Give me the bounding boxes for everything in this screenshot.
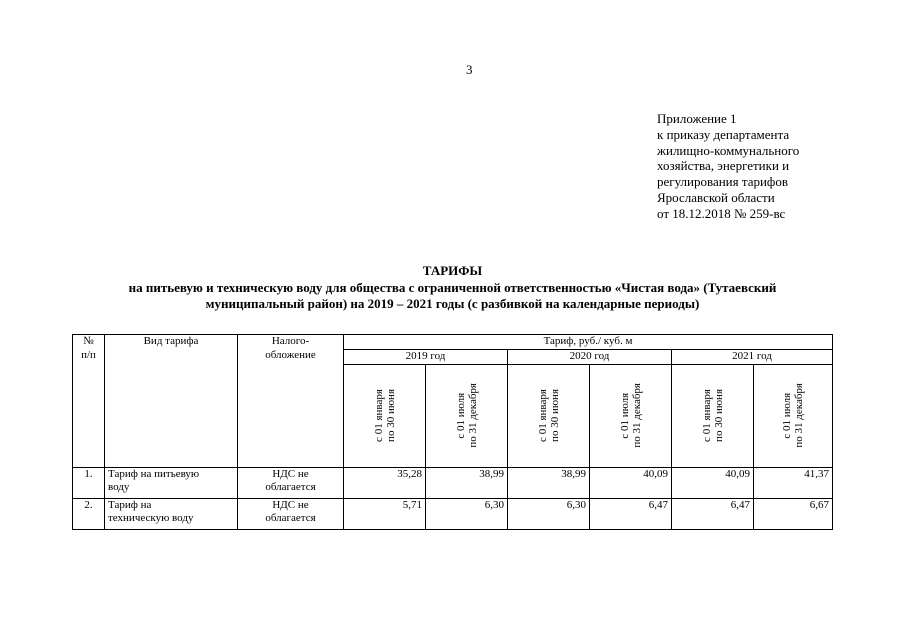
period-line-1: с 01 января [372,389,385,442]
tariff-value: 41,37 [754,467,833,498]
row-taxation [238,467,344,498]
period-line-2: по 30 июня [712,389,725,442]
tariff-value: 35,28 [344,467,426,498]
document-subtitle [40,280,865,312]
document-title: ТАРИФЫ [422,263,483,278]
appendix-line: от 18.12.2018 № 259-вс [657,205,786,221]
table-row [73,467,833,498]
tariff-value: 5,71 [344,498,426,529]
header-period [672,364,754,467]
appendix-line: жилищно-коммунального [657,142,800,158]
tariff-table [72,334,833,530]
period-line-1: с 01 января [536,389,549,442]
header-tariff-unit: Тариф, руб./ куб. м [344,335,833,350]
subtitle-line-1: на питьевую и техническую воду для общества с ограниченной ответственностью «Чистая вода» (Тутаевский [128,280,777,295]
header-period [590,364,672,467]
appendix-line: регулирования тарифов [657,174,788,190]
appendix-line: к приказу департамента [657,126,790,142]
row-tariff-type-line-2: техническую воду [108,512,194,525]
header-number [73,335,105,468]
header-taxation [238,335,344,468]
tariff-value: 38,99 [426,467,508,498]
row-taxation-line-2: облагается [265,512,316,525]
header-period [754,364,833,467]
tariff-value: 6,30 [508,498,590,529]
header-number-line-2: п/п [81,348,96,361]
header-tariff-type [105,335,238,468]
header-year-2021: 2021 год [672,349,833,364]
period-line-1: с 01 июля [618,392,631,439]
header-period [508,364,590,467]
period-line-2: по 31 декабря [630,383,643,448]
header-year-2019: 2019 год [344,349,508,364]
appendix-block [657,111,799,222]
period-line-2: по 31 декабря [466,383,479,448]
period-line-2: по 31 декабря [793,383,805,448]
row-tariff-type [105,467,238,498]
appendix-line: Приложение 1 [657,111,737,126]
header-taxation-line-2: обложение [265,348,316,361]
header-year-2020: 2020 год [508,349,672,364]
subtitle-line-2: муниципальный район) на 2019 – 2021 годы (с разбивкой на календарные периоды) [205,296,700,311]
row-number: 2. [73,498,105,529]
header-period [426,364,508,467]
period-line-2: по 30 июня [384,389,397,442]
row-taxation-line-1: НДС не [272,467,309,480]
header-row-unit [73,335,833,350]
tariff-value: 6,30 [426,498,508,529]
appendix-line: хозяйства, энергетики и [657,158,790,174]
period-line-2: по 30 июня [548,389,561,442]
row-taxation [238,498,344,529]
tariff-value: 6,67 [754,498,833,529]
tariff-value: 6,47 [590,498,672,529]
header-tariff-type-text: Вид тарифа [143,335,199,347]
tariff-value: 40,09 [672,467,754,498]
table-row [73,498,833,529]
page-number: 3 [466,62,473,77]
tariff-value: 38,99 [508,467,590,498]
row-number: 1. [73,467,105,498]
row-tariff-type-line-2: воду [108,481,130,494]
period-line-1: с 01 июля [454,392,467,439]
header-number-line-1: № [83,335,94,347]
header-period [344,364,426,467]
row-taxation-line-1: НДС не [272,498,309,511]
row-tariff-type-line-1: Тариф на [108,498,152,511]
header-taxation-line-1: Налого- [271,335,310,347]
row-tariff-type [105,498,238,529]
period-line-1: с 01 июля [781,392,793,439]
period-line-1: с 01 января [700,389,713,442]
row-taxation-line-2: облагается [265,481,316,494]
appendix-line: Ярославской области [657,189,775,205]
tariff-value: 40,09 [590,467,672,498]
tariff-value: 6,47 [672,498,754,529]
row-tariff-type-line-1: Тариф на питьевую [108,467,200,480]
